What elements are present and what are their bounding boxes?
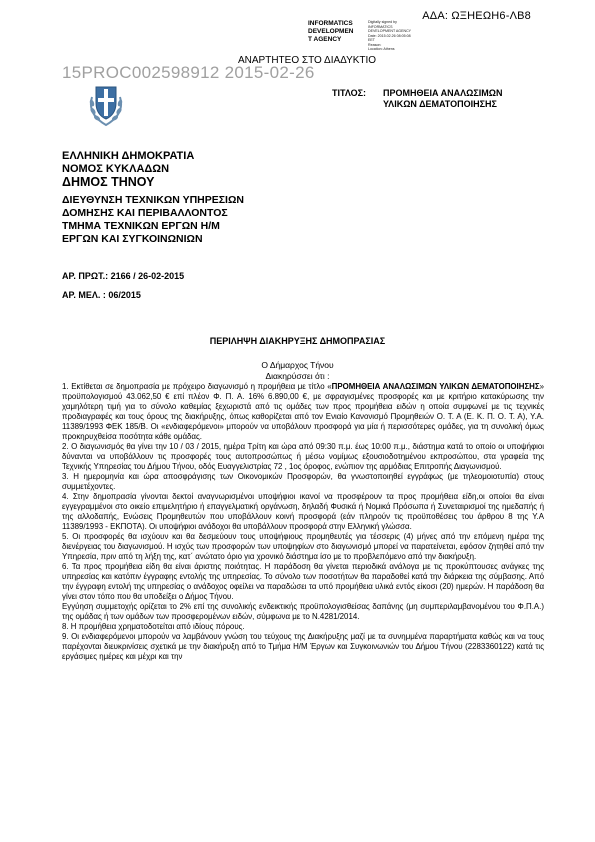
department-line-3: ΤΜΗΜΑ ΤΕΧΝΙΚΩΝ ΕΡΓΩΝ Η/Μ	[62, 220, 220, 232]
proc-code: 15PROC002598912 2015-02-26	[62, 63, 315, 82]
paragraph-8: 8. Η προμήθεια χρηματοδοτείται από ιδίους πόρους.	[62, 622, 245, 631]
signature-org-line: DEVELOPMEN	[308, 28, 354, 35]
paragraph-7: Εγγύηση συμμετοχής ορίζεται το 2% επί της συνολικής ενδεικτικής προϋπολογισθείσας δαπάνης (μη συμπεριλαμβανομένου του Φ.Π.Α.) της ομάδας ή των ομάδων των προσφερομένων ειδών, σύμφωνα με το Ν.4281/2014.	[62, 602, 544, 621]
signature-org-line: T AGENCY	[308, 36, 342, 43]
authority-line-2: ΝΟΜΟΣ ΚΥΚΛΑΔΩΝ	[62, 163, 170, 175]
signature-org-line: INFORMATICS	[308, 20, 353, 27]
paragraph-1-title: ΠΡΟΜΗΘΕΙΑ ΑΝΑΛΩΣΙΜΩΝ ΥΛΙΚΩΝ ΔΕΜΑΤΟΠΟΙΗΣΗΣ	[331, 382, 540, 391]
signature-meta	[368, 20, 411, 52]
mel-number: ΑΡ. ΜΕΛ. : 06/2015	[62, 290, 141, 300]
authority-line-3: ΔΗΜΟΣ ΤΗΝΟΥ	[62, 175, 155, 189]
signature-meta-line: Date: 2015.02.26 08:05:08	[368, 33, 411, 38]
body-text	[62, 382, 544, 662]
paragraph-1-pre: 1. Εκτίθεται σε δημοπρασία με πρόχειρο διαγωνισμό η προμήθεια με τίτλο «	[62, 382, 332, 391]
protocol-number: ΑΡ. ΠΡΩΤ.: 2166 / 26-02-2015	[62, 271, 185, 281]
title-label: ΤΙΤΛΟΣ:	[332, 88, 366, 98]
paragraph-2: 2. Ο διαγωνισμός θα γίνει την 10 / 03 / 2015, ημέρα Τρίτη και ώρα από 09:30 π.μ. έως 10:00 π.μ., διάστημα κατά το οποίο οι υποψήφιοι δύνανται να υποβάλλουν τις προσφορές τους αυτοπροσώπως ή μέσω νομίμως εξουσιοδοτημένου εκπροσώπου, στα γραφεία της Τεχνικής Υπηρεσίας του Δήμου Τήνου, οδός Ευαγγελιστρίας 72 , 1ος όροφος, ενώπιον της αρμόδιας Επιτροπής Διαγωνισμού.	[62, 442, 544, 471]
paragraph-4: 4. Στην δημοπρασία γίνονται δεκτοί αναγνωρισμένοι υποψήφιοι ικανοί να προσφέρουν τα προς προμήθεια είδη,οι οποίοι θα είναι εγγεγραμμένοι στο οικείο επιμελητήριο ή επαγγελματική οργάνωση, δηλαδή Φυσικά ή Νομικά Πρόσωπα ή Συνεταιρισμοί της ημεδαπής ή της αλλοδαπής, Ενώσεις Προμηθευτών που υποβάλλουν κοινή προσφορά (εάν πληρούν τις προϋποθέσεις του άρθρου 8 της Υ.Α 11389/1993 - ΕΚΠΟΤΑ). Οι υποψήφιοι ανάδοχοι θα υποβάλλουν προσφορά στην Ελληνική γλώσσα.	[62, 492, 544, 531]
signature-meta-line: Location: Athens	[368, 47, 395, 51]
authority-line-1: ΕΛΛΗΝΙΚΗ ΔΗΜΟΚΡΑΤΙΑ	[62, 150, 195, 162]
paragraph-9: 9. Οι ενδιαφερόμενοι μπορούν να λαμβάνουν γνώση του τεύχους της Διακήρυξης μαζί με τα συνημμένα παραρτήματα καθώς και να τους παρέχονται διευκρινίσεις σχετικά με την διακήρυξη από το Τμήμα Η/Μ Έργων και Συγκοινωνιών του Δήμου Τήνου (2283360122) κατά τις εργάσιμες ημέρες και μέχρι και την	[62, 632, 544, 661]
paragraph-1	[62, 382, 544, 442]
department-line-1: ΔΙΕΥΘΥΝΣΗ ΤΕΧΝΙΚΩΝ ΥΠΗΡΕΣΙΩΝ	[62, 194, 244, 206]
declares-line: Διακηρύσσει ότι :	[265, 371, 330, 381]
signature-meta-line: EET	[368, 38, 375, 42]
signature-meta-line: DEVELOPMENT AGENCY	[368, 29, 412, 33]
department-line-4: ΕΡΓΩΝ ΚΑΙ ΣΥΓΚΟΙΝΩΝΙΩΝ	[62, 233, 203, 245]
department-line-2: ΔΟΜΗΣΗΣ ΚΑΙ ΠΕΡΙΒΑΛΛΟΝΤΟΣ	[62, 207, 228, 219]
signature-meta-line: Digitally signed by	[368, 20, 397, 24]
paragraph-6: 6. Τα προς προμήθεια είδη θα είναι άριστης ποιότητας. Η παράδοση θα γίνεται περιοδικά ανάλογα με τις προκύπτουσες ανάγκες της υπηρεσίας και κατόπιν έγγραφης εντολής της υπηρεσίας. Το σύνολο των ποσοτήτων θα παραδοθεί κατά την διάρκεια της σύμβασης. Από την έγγραφη εντολή της υπηρεσίας ο ανάδοχος οφείλει να παραδώσει τα υπό προμήθεια υλικά εντός είκοσι (20) ημερών. Η παράδοση θα γίνει στον τόπο που θα υποδείξει ο Δήμος Τήνου.	[62, 562, 544, 601]
title-line-2: ΥΛΙΚΩΝ ΔΕΜΑΤΟΠΟΙΗΣΗΣ	[383, 99, 497, 109]
signature-meta-line: INFORMATICS	[368, 24, 393, 29]
paragraph-3: 3. Η ημερομηνία και ώρα αποσφράγισης των Οικονομικών Προσφορών, θα γνωστοποιηθεί εγγράφως (με τηλεομοιοτυπία) στους συμμετέχοντες.	[62, 472, 544, 491]
title-line-1: ΠΡΟΜΗΘΕΙΑ ΑΝΑΛΩΣΙΜΩΝ	[383, 88, 503, 98]
summary-title: ΠΕΡΙΛΗΨΗ ΔΙΑΚΗΡΥΞΗΣ ΔΗΜΟΠΡΑΣΙΑΣ	[209, 336, 386, 346]
ada-code: ΑΔΑ: ΩΞΗΕΩΗ6-ΛΒ8	[422, 10, 531, 22]
posted-label: ΑΝΑΡΤΗΤΕΟ ΣΤΟ ΔΙΑΔΥΚΤΙΟ	[238, 55, 377, 66]
paragraph-1-post: » προϋπολογισμού 43.062,50 € επί πλέον Φ. Π. Α. 16% 6.890,00 €, με σφραγισμένες προσφορές και με κριτήριο κατακύρωσης την χαμηλότερη τιμή για το σύνολο καθεμίας ξεχωριστά από τις ομάδες των προς προμήθεια ειδών η οποία συμφωνεί με τις τεχνικές προδιαγραφές και τους όρους της διακήρυξης, όπως καθορίζεται από τον Ενιαίο Κανονισμό Προμηθειών Ο. Τ. Α (Ε. Κ. Π. Ο. Τ. Α), Υ.Α. 11389/1993 ΦΕΚ 185/Β. Οι «ενδιαφερόμενοι» μπορούν να υποβάλουν προσφορά για μία ή περισσότερες ομάδες, για τη συνολική όμως προκηρυχθείσα ποσότητα κάθε ομάδας.	[62, 382, 545, 441]
paragraph-5: 5. Οι προσφορές θα ισχύουν και θα δεσμεύουν τους υποψήφιους προμηθευτές για τέσσερις (4) μήνες από την επόμενη ημέρα της διενέργειας του διαγωνισμού. Η ισχύς των προσφορών των υποψηφίων στο διαγωνισμό μπορεί να παρατείνεται, εφόσον ζητηθεί από την Υπηρεσία, πριν από τη λήξη της, κατ΄ ανώτατο όριο για χρονικό διάστημα ίσο με το προβλεπόμενο από την διακήρυξη.	[62, 532, 544, 561]
greek-coat-of-arms-icon	[86, 81, 126, 127]
mayor-line: Ο Δήμαρχος Τήνου	[261, 360, 334, 370]
signature-org	[308, 20, 354, 44]
signature-meta-line: Reason:	[368, 42, 382, 47]
